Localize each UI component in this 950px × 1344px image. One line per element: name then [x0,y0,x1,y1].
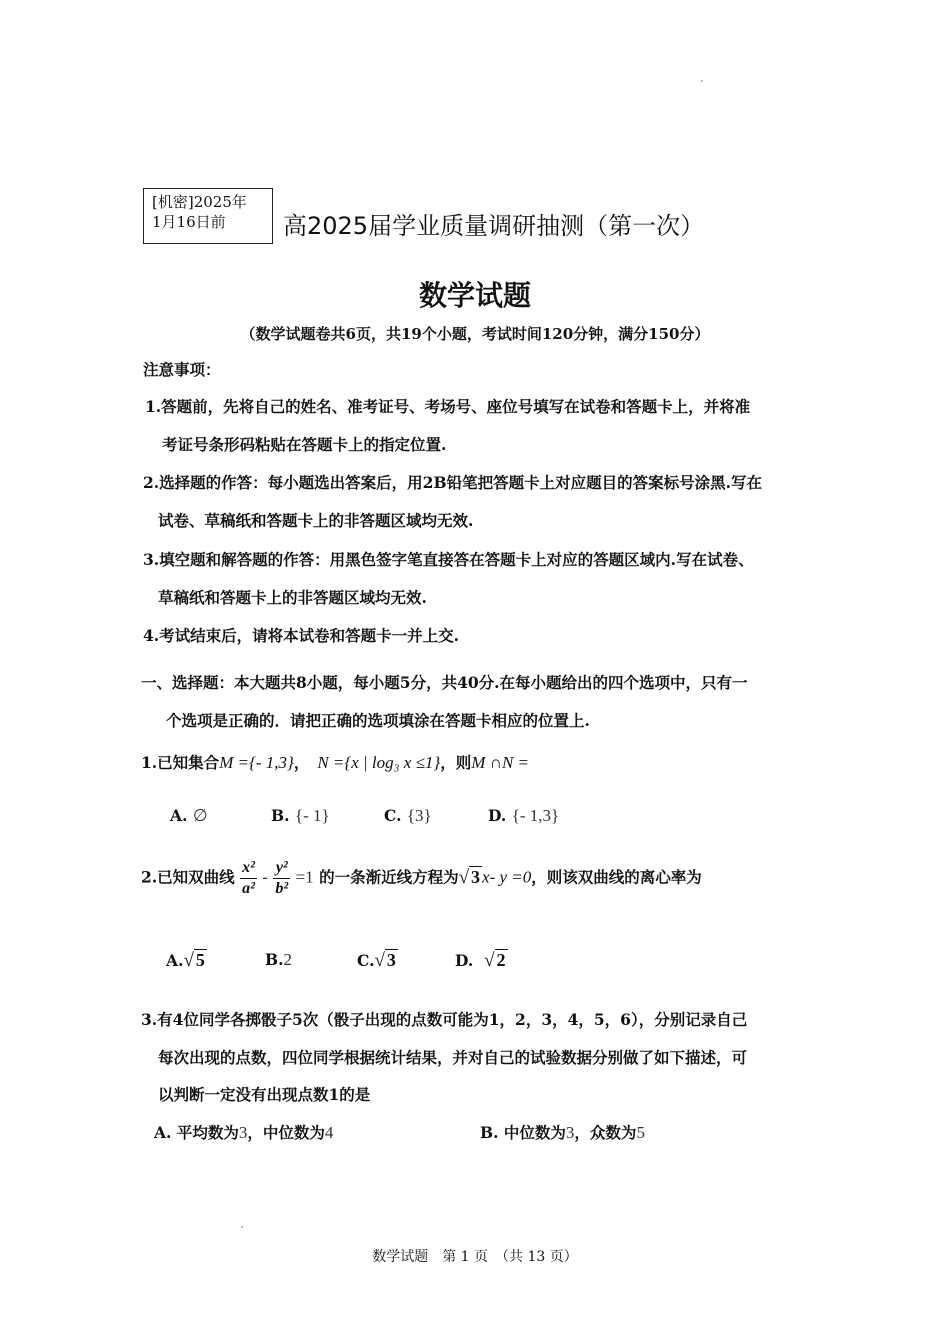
q1-expression: M ∩N = [471,753,529,772]
q2-sqrt-icon: √ 3 [458,866,481,888]
q2-option-b [265,950,292,970]
section-1-line-1: 一、选择题：本大题共8小题，每小题5分，共40分.在每小题给出的四个选项中，只有一 [141,673,748,692]
note-1-line-2: 考证号条形码粘贴在答题卡上的指定位置. [162,435,447,454]
q1-stem [141,751,529,773]
q2-option-c [357,950,398,972]
q2-option-d-sqrt-icon: √ 2 [484,950,506,971]
note-4: 4.考试结束后，请将本试卷和答题卡一并上交. [143,626,460,645]
q1-then: ，则 [440,753,472,772]
q1-prefix: 1.已知集合 [141,753,220,772]
page-footer: 数学试题 第 1 页 （共 13 页） [372,1249,578,1265]
q2-frac-y-num: y² [273,858,290,879]
q2-option-a [166,950,207,972]
q1-set-m: M ={- 1,3} [219,753,294,772]
q2-stem [141,858,702,899]
q3-option-a-text-1: 平均数为 [176,1123,239,1142]
q1-option-c-label: C. [384,806,402,825]
q2-option-b-label: B. [265,950,284,969]
q3-option-b-value-2: 5 [636,1123,645,1142]
note-2-line-2: 试卷、草稿纸和答题卡上的非答题区域均无效. [158,511,474,530]
note-3-line-1: 3.填空题和解答题的作答：用黑色签字笔直接答在答题卡上对应的答题区域内.写在试卷、 [143,550,754,569]
q3-option-a [154,1121,333,1143]
q3-option-b-value-1: 3 [565,1123,575,1142]
q2-option-c-label: C. [357,951,375,970]
q1-option-a-label: A. [170,806,188,825]
q1-option-d-value: {- 1,3} [511,806,560,825]
subject-title: 数学试题 [418,279,531,312]
q2-option-b-value: 2 [283,950,292,969]
exam-title: 高2025届学业质量调研抽测（第一次） [283,212,705,240]
q3-option-b [480,1121,645,1143]
q2-frac-x-num: x² [240,858,257,879]
q2-option-c-sqrt-icon: √ 3 [374,950,396,971]
note-1-line-1: 1.答题前，先将自己的姓名、准考证号、考场号、座位号填写在试卷和答题卡上，并将准 [145,397,751,416]
q3-line-2: 每次出现的点数，四位同学根据统计结果，并对自己的试验数据分别做了如下描述，可 [158,1048,748,1067]
q2-option-a-label: A. [166,951,184,970]
q2-option-d [455,950,508,972]
q2-suffix: ，则该双曲线的离心率为 [531,867,702,887]
q3-option-a-value-2: 4 [324,1123,334,1142]
scan-speck [701,80,703,82]
q2-option-d-label: D. [455,951,474,970]
q3-option-a-value-1: 3 [238,1123,248,1142]
notes-heading: 注意事项： [143,360,221,379]
q3-line-3: 以判断一定没有出现点数1的是 [158,1085,371,1104]
seal-line-2: 1月16日前 [152,213,226,231]
q3-option-b-text-2: ，众数为 [574,1123,637,1142]
q2-asymptote: x- y =0 [482,867,532,887]
q1-option-a-value: ∅ [192,806,208,825]
q2-fraction-y [273,858,290,899]
q2-option-d-radicand: 2 [496,950,506,970]
exam-info: （数学试题卷共6页，共19个小题，考试时间120分钟，满分150分） [240,325,710,343]
q1-option-d-label: D. [488,806,507,825]
q3-option-a-label: A. [154,1123,172,1142]
q1-option-c-value: {3} [406,806,432,825]
q2-option-a-sqrt-icon: √ 5 [183,950,205,971]
q2-option-a-radicand: 5 [195,950,205,970]
q2-fraction-x [240,858,257,899]
q2-radicand: 3 [471,866,481,887]
confidential-seal-box [143,188,273,244]
q1-option-a [170,806,208,826]
q2-frac-y-den: b² [275,880,289,897]
q2-equals-one: =1 [295,867,314,887]
q3-line-1: 3.有4位同学各掷骰子5次（骰子出现的点数可能为1，2，3，4，5，6），分别记录自己 [141,1010,748,1029]
section-1-line-2: 个选项是正确的．请把正确的选项填涂在答题卡相应的位置上. [166,711,590,730]
scan-speck [241,1226,243,1228]
q1-option-c [384,806,432,826]
note-2-line-1: 2.选择题的作答：每小题选出答案后，用2B铅笔把答题卡上对应题目的答案标号涂黑.写在 [143,473,762,492]
q1-option-b [271,806,330,826]
q2-prefix: 2.已知双曲线 [141,867,235,887]
q1-option-b-value: {- 1} [294,806,330,825]
q1-option-b-label: B. [271,806,290,825]
q2-option-c-radicand: 3 [386,950,396,970]
q3-option-a-text-2: ，中位数为 [247,1123,325,1142]
note-3-line-2: 草稿纸和答题卡上的非答题区域均无效. [158,588,427,607]
q1-comma: ， [293,753,310,772]
q2-middle-text: 的一条渐近线方程为 [319,867,459,887]
q2-frac-x-den: a² [242,880,255,897]
seal-line-1: [机密]2025年 [152,193,247,211]
q1-set-n: N ={x | log₃ x ≤1} [317,753,441,772]
q3-option-b-text-1: 中位数为 [503,1123,566,1142]
q3-option-b-label: B. [480,1123,499,1142]
q2-minus: - [262,867,268,887]
q1-option-d [488,806,559,826]
